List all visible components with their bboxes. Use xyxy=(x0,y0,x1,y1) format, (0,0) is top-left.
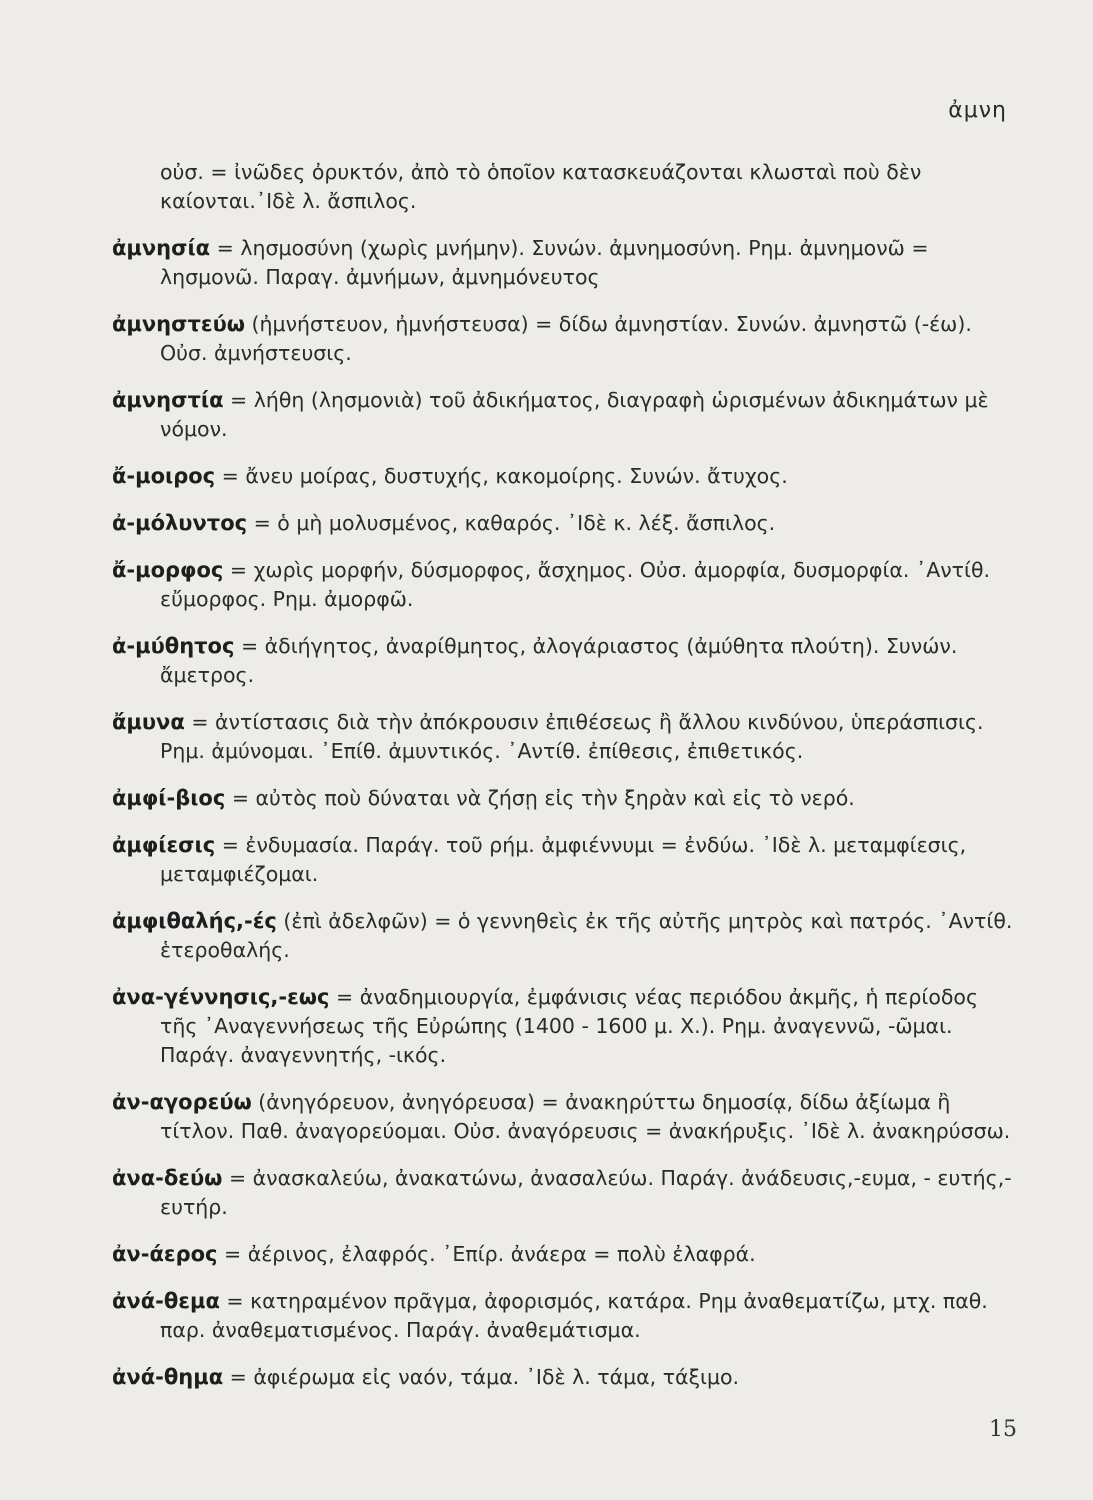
entry-amnesia xyxy=(112,234,1017,292)
running-head: ἀμνη xyxy=(948,98,1007,123)
entry-amnesteuo xyxy=(112,310,1017,368)
entry-headword: ἀμνηστεύω xyxy=(112,312,246,336)
entry-headword: ἀν-αγορεύω xyxy=(112,1090,252,1114)
entry-headword: ἀνά-θεμα xyxy=(112,1289,220,1313)
entry-anagoreuo xyxy=(112,1088,1017,1146)
entry-headword: ἀνα-δεύω xyxy=(112,1166,223,1190)
entry-headword: ἀ-μόλυντος xyxy=(112,511,248,535)
entry-anagennesis xyxy=(112,983,1017,1070)
entry-definition: = ἀδιήγητος, ἀναρίθμητος, ἀλογάριαστος (ἀμύθητα πλούτη). Συνών. ἄμετρος. xyxy=(160,634,958,687)
entry-definition: = ἀνασκαλεύω, ἀνακατώνω, ἀνασαλεύω. Παράγ. ἀνάδευσις,-ευμα, - ευτής,-ευτήρ. xyxy=(160,1166,1012,1219)
entry-headword: ἀνά-θημα xyxy=(112,1365,224,1389)
entry-definition: = λησμοσύνη (χωρὶς μνήμην). Συνών. ἀμνημοσύνη. Ρημ. ἀμνημονῶ = λησμονῶ. Παραγ. ἀμνήμων, ἀμνημόνευτος xyxy=(160,236,929,289)
entry-amorphos xyxy=(112,556,1017,614)
entry-definition: = κατηραμένον πρᾶγμα, ἀφορισμός, κατάρα. Ρημ ἀναθεματίζω, μτχ. παθ. παρ. ἀναθεματισμένος. Παράγ. ἀναθεμάτισμα. xyxy=(160,1289,988,1342)
entry-headword: ἀμφιθαλής,-ές xyxy=(112,909,277,933)
entry-definition: = ὁ μὴ μολυσμένος, καθαρός. ᾿Ιδὲ κ. λέξ. ἄσπιλος. xyxy=(253,511,776,535)
page-number: 15 xyxy=(989,1417,1017,1442)
entry-list xyxy=(112,158,1017,1410)
entry-amyna xyxy=(112,708,1017,766)
entry-definition: = αὐτὸς ποὺ δύναται νὰ ζήσῃ εἰς τὴν ξηρὰν καὶ εἰς τὸ νερό. xyxy=(231,786,855,810)
entry-headword: ἀμφί-βιος xyxy=(112,786,226,810)
entry-headword: ἀν-άερος xyxy=(112,1242,218,1266)
entry-definition: (ἀνηγόρευον, ἀνηγόρευσα) = ἀνακηρύττω δημοσίᾳ, δίδω ἀξίωμα ἢ τίτλον. Παθ. ἀναγορεύομαι. Οὐσ. ἀναγόρευσις = ἀνακήρυξις. ᾿Ιδὲ λ. ἀνακηρύσσω. xyxy=(160,1090,1011,1143)
entry-headword: ἄ-μορφος xyxy=(112,558,224,582)
entry-amolyntos xyxy=(112,509,1017,538)
entry-anadeuo xyxy=(112,1164,1017,1222)
entry-anathema xyxy=(112,1287,1017,1345)
entry-headword: ἀνα-γέννησις,-εως xyxy=(112,985,330,1009)
entry-amoiros xyxy=(112,462,1017,491)
entry-amphithales xyxy=(112,907,1017,965)
entry-anaeros xyxy=(112,1240,1017,1269)
entry-definition: = ἀέρινος, ἐλαφρός. ᾿Επίρ. ἀνάερα = πολὺ ἐλαφρά. xyxy=(224,1242,756,1266)
entry-definition: = ἀφιέρωμα εἰς ναόν, τάμα. ᾿Ιδὲ λ. τάμα, τάξιμο. xyxy=(229,1365,740,1389)
entry-headword: ἀ-μύθητος xyxy=(112,634,235,658)
entry-definition: = χωρὶς μορφήν, δύσμορφος, ἄσχημος. Οὐσ. ἀμορφία, δυσμορφία. ᾿Αντίθ. εὔμορφος. Ρημ. ἀμορφῶ. xyxy=(160,558,991,611)
entry-amphibios xyxy=(112,784,1017,813)
entry-headword: ἀμνησία xyxy=(112,236,211,260)
entry-headword: ἄ-μοιρος xyxy=(112,464,216,488)
entry-definition: = ἐνδυμασία. Παράγ. τοῦ ρήμ. ἀμφιέννυμι = ἐνδύω. ᾿Ιδὲ λ. μεταμφίεσις, μεταμφιέζομαι. xyxy=(160,833,967,886)
entry-continuation xyxy=(112,158,1017,216)
entry-definition: = ἄνευ μοίρας, δυστυχής, κακομοίρης. Συνών. ἄτυχος. xyxy=(221,464,788,488)
entry-definition: (ἐπὶ ἀδελφῶν) = ὁ γεννηθεὶς ἐκ τῆς αὐτῆς μητρὸς καὶ πατρός. ᾿Αντίθ. ἑτεροθαλής. xyxy=(160,909,1013,962)
entry-amphiesis xyxy=(112,831,1017,889)
entry-definition: = ἀντίστασις διὰ τὴν ἀπόκρουσιν ἐπιθέσεως ἢ ἄλλου κινδύνου, ὑπεράσπισις. Ρημ. ἀμύνομαι. ᾿Επίθ. ἀμυντικός. ᾿Αντίθ. ἐπίθεσις, ἐπιθετικός. xyxy=(160,710,984,763)
entry-anathema-offering xyxy=(112,1363,1017,1392)
entry-definition: οὐσ. = ἰνῶδες ὀρυκτόν, ἀπὸ τὸ ὁποῖον κατασκευάζονται κλωσταὶ ποὺ δὲν καίονται.᾿Ιδὲ λ. ἄσπιλος. xyxy=(160,160,922,213)
entry-definition: = ἀναδημιουργία, ἐμφάνισις νέας περιόδου ἀκμῆς, ἡ περίοδος τῆς ᾿Αναγεννήσεως τῆς Εὐρώπης (1400 - 1600 μ. Χ.). Ρημ. ἀναγεννῶ, -ῶμαι. Παράγ. ἀναγεννητής, -ικός. xyxy=(160,985,978,1067)
entry-definition: = λήθη (λησμονιὰ) τοῦ ἀδικήματος, διαγραφὴ ὡρισμένων ἀδικημάτων μὲ νόμον. xyxy=(160,388,989,441)
entry-definition: (ἠμνήστευον, ἠμνήστευσα) = δίδω ἀμνηστίαν. Συνών. ἀμνηστῶ (-έω). Οὐσ. ἀμνήστευσις. xyxy=(160,312,972,365)
entry-amnestia xyxy=(112,386,1017,444)
entry-headword: ἀμνηστία xyxy=(112,388,224,412)
entry-amythetos xyxy=(112,632,1017,690)
entry-headword: ἄμυνα xyxy=(112,710,185,734)
entry-headword: ἀμφίεσις xyxy=(112,833,216,857)
